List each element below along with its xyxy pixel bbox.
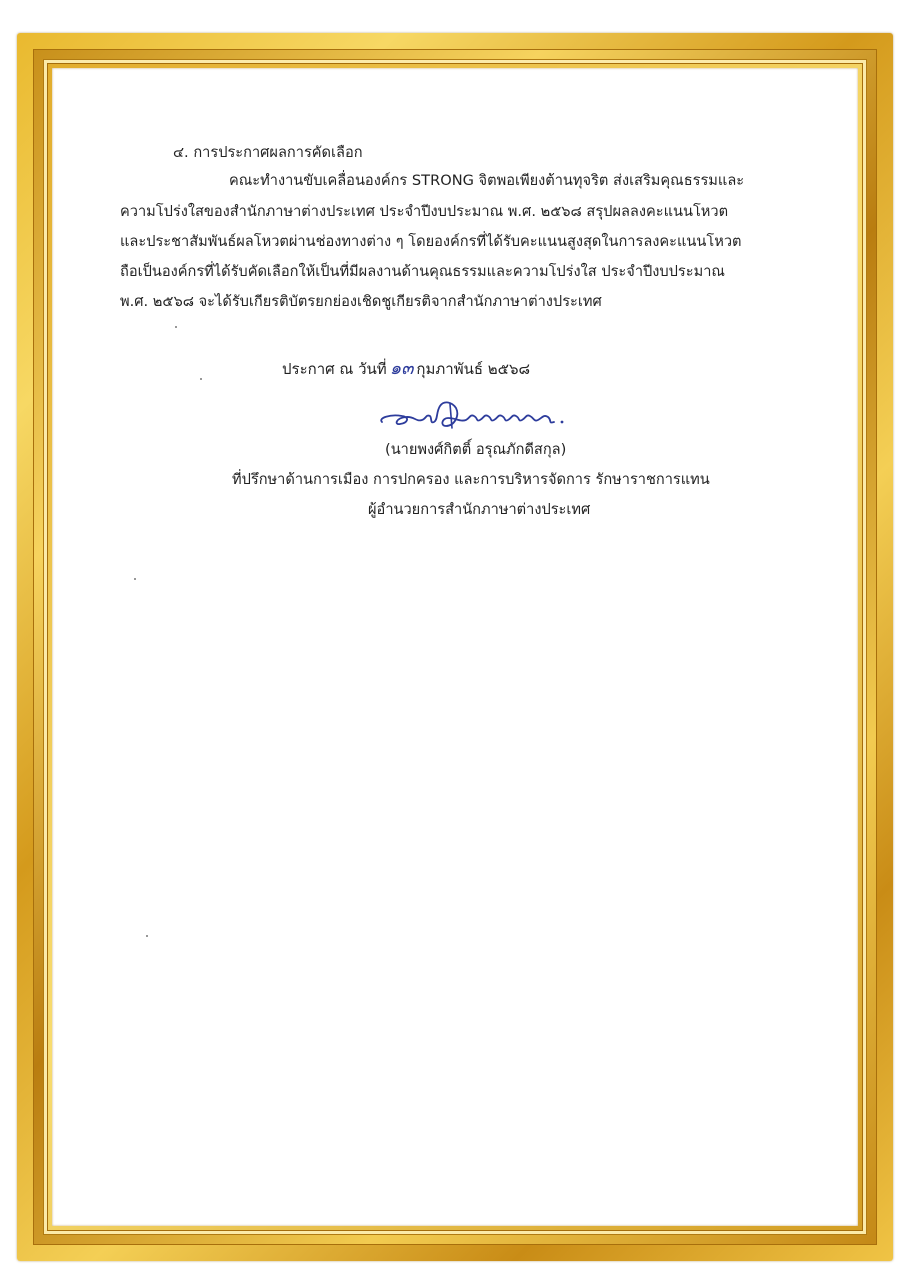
scan-speck [134, 578, 136, 580]
signer-position-line-2: ผู้อำนวยการสำนักภาษาต่างประเทศ [368, 501, 591, 518]
handwritten-signature [376, 398, 591, 434]
scan-speck [175, 326, 177, 328]
scan-speck [200, 378, 202, 380]
announcement-prefix: ประกาศ ณ วันที่ [282, 360, 387, 378]
announcement-date [282, 360, 530, 378]
signer-position-line-1: ที่ปรึกษาด้านการเมือง การปกครอง และการบริหารจัดการ รักษาราชการแทน [232, 471, 710, 488]
announcement-month-year: กุมภาพันธ์ ๒๕๖๘ [416, 360, 531, 378]
paragraph-line-2: ความโปร่งใสของสำนักภาษาต่างประเทศ ประจำปีงบประมาณ พ.ศ. ๒๕๖๘ สรุปผลลงคะแนนโหวต [120, 203, 729, 220]
paragraph-line-1: คณะทำงานขับเคลื่อนองค์กร STRONG จิตพอเพียงต้านทุจริต ส่งเสริมคุณธรรมและ [229, 172, 745, 189]
paragraph-line-5: พ.ศ. ๒๕๖๘ จะได้รับเกียรติบัตรยกย่องเชิดชูเกียรติจากสำนักภาษาต่างประเทศ [120, 293, 602, 310]
section-heading: ๔. การประกาศผลการคัดเลือก [173, 144, 363, 161]
signer-name: (นายพงศ์กิตติ์ อรุณภักดีสกุล) [385, 441, 567, 458]
paragraph-line-4: ถือเป็นองค์กรที่ได้รับคัดเลือกให้เป็นที่มีผลงานด้านคุณธรรมและความโปร่งใส ประจำปีงบประมาณ [120, 263, 725, 280]
paragraph-line-3: และประชาสัมพันธ์ผลโหวตผ่านช่องทางต่าง ๆ โดยองค์กรที่ได้รับคะแนนสูงสุดในการลงคะแนนโหวต [120, 233, 742, 250]
scan-speck [146, 935, 148, 937]
gold-frame-band [33, 49, 877, 1245]
handwritten-day: ๑๓ [389, 358, 414, 379]
